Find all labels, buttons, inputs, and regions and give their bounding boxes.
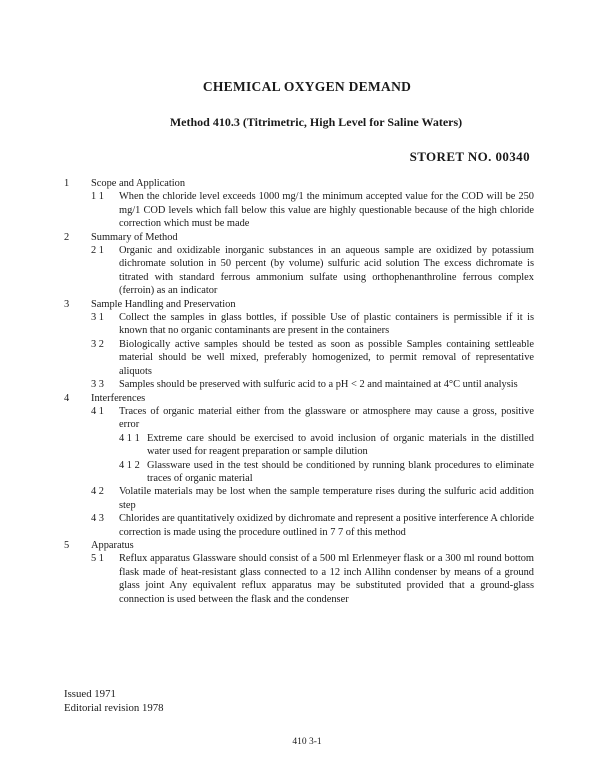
subsection-text: Organic and oxidizable inorganic substances in an aqueous sample are oxidized by potassium dichromate solution in 50 percent (by volume) sulfuric acid solution The excess dichromate is titrated with standard ferrous ammonium sulfate using orthophenanthroline ferrous complex (ferroin) as an indicator (119, 245, 534, 297)
section-heading (64, 177, 534, 190)
section-heading (64, 539, 534, 552)
subsection-number: 5 1 (91, 553, 104, 565)
storet-number: STORET NO. 00340 (409, 149, 530, 164)
section-heading (64, 392, 534, 405)
section (64, 177, 534, 231)
method-subtitle: Method 410.3 (Titrimetric, High Level for Saline Waters) (169, 115, 463, 129)
revision-date: Editorial revision 1978 (64, 701, 164, 714)
subsection-text: Volatile materials may be lost when the sample temperature rises during the sulfuric acid addition step (119, 486, 534, 511)
sub-subsection (119, 459, 534, 486)
section-heading (64, 231, 534, 244)
section-number: 3 (64, 298, 70, 310)
sub-subsection-text: Extreme care should be exercised to avoid inclusion of organic materials in the distilled water used for reagent preparation or sample dilution (147, 432, 534, 458)
subsection-number: 3 3 (91, 379, 104, 391)
section (64, 539, 534, 606)
subsection (91, 552, 534, 606)
sub-subsection-text: Glassware used in the test should be conditioned by running blank procedures to eliminate traces of organic material (147, 459, 534, 484)
document-body (64, 177, 534, 606)
subsection-number: 4 3 (91, 513, 104, 525)
section-title: Summary of Method (91, 231, 178, 243)
section-number: 5 (64, 539, 70, 551)
subsection (91, 190, 534, 230)
document-title: CHEMICAL OXYGEN DEMAND (202, 79, 412, 94)
subsection-text: Traces of organic material either from the glassware or atmosphere may cause a gross, positive error (119, 405, 534, 431)
section (64, 298, 534, 392)
subsection-text: Biologically active samples should be tested as soon as possible Samples containing settleable material should be well mixed, preferably homogenized, to permit removal of representative aliquots (119, 338, 534, 377)
subsection-text: Samples should be preserved with sulfuric acid to a pH < 2 and maintained at 4°C until analysis (119, 379, 518, 391)
subsection-text: When the chloride level exceeds 1000 mg/1 the minimum accepted value for the COD will be 250 mg/1 COD levels which fall below this value are highly questionable because of the high chloride correction which must be made (119, 191, 534, 230)
section (64, 231, 534, 298)
subsection (91, 405, 534, 432)
issued-date: Issued 1971 (64, 688, 116, 700)
subsection (91, 378, 534, 391)
subsection-text: Collect the samples in glass bottles, if possible Use of plastic containers is permissible if it is known that no organic contaminants are present in the containers (119, 312, 534, 337)
subsection-number: 3 1 (91, 312, 104, 324)
subsection-number: 4 2 (91, 486, 104, 498)
page-number: 410 3-1 (292, 737, 322, 747)
section-number: 4 (64, 392, 70, 404)
subsection (91, 244, 534, 298)
subsection-text: Chlorides are quantitatively oxidized by dichromate and represent a positive interference A chloride correction is made using the procedure outlined in 7 7 of this method (119, 513, 534, 538)
issue-info (64, 688, 164, 715)
section-title: Apparatus (91, 539, 134, 551)
subsection (91, 512, 534, 539)
subsection-text: Reflux apparatus Glassware should consist of a 500 ml Erlenmeyer flask or a 300 ml round bottom flask made of heat-resistant glass connected to a 12 inch Allihn condenser by means of a ground glass joint Any equivalent reflux apparatus may be substituted provided that a ground-glass connection is used between the flask and the condenser (119, 553, 534, 605)
subsection (91, 338, 534, 378)
sub-subsection (119, 432, 534, 459)
section-number: 1 (64, 178, 70, 189)
subsection-number: 3 2 (91, 338, 104, 350)
section-title: Scope and Application (91, 178, 186, 189)
subsection (91, 485, 534, 512)
section (64, 392, 534, 539)
subsection-number: 1 1 (91, 191, 104, 203)
subsection (91, 311, 534, 338)
subsection-number: 4 1 (91, 405, 104, 417)
sub-subsection-number: 4 1 2 (119, 459, 140, 471)
sub-subsection-number: 4 1 1 (119, 432, 140, 444)
section-title: Sample Handling and Preservation (91, 298, 236, 310)
section-number: 2 (64, 231, 70, 243)
section-title: Interferences (91, 392, 146, 404)
section-heading (64, 298, 534, 311)
subsection-number: 2 1 (91, 245, 104, 257)
